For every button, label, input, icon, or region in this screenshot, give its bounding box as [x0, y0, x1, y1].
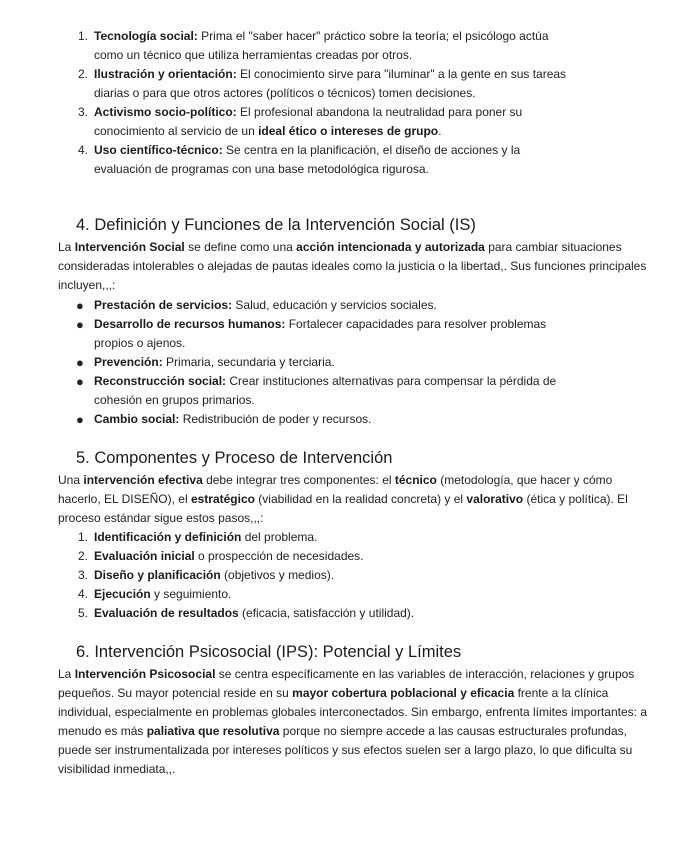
text-run: debe integrar tres componentes: el [202, 473, 395, 487]
text-run: (metodología, que hacer y cómo hacerlo, EL DISEÑO), el [58, 473, 613, 506]
list-number: 4. [77, 143, 88, 157]
section-6-heading: 6. Intervención Psicosocial (IPS): Potencial y Límites [76, 643, 462, 661]
text-run: (viabilidad en la realidad concreta) y el [254, 492, 467, 506]
text-run: para cambiar situaciones consideradas intolerables o alejadas de pautas ideales como la justicia o la libertad,. Sus funciones principales incluyen,,,: [58, 240, 647, 292]
section-6-body [0, 665, 682, 779]
list-item [0, 353, 600, 372]
list-item-text: Salud, educación y servicios sociales. [232, 298, 437, 312]
list-number: 5. [77, 606, 88, 620]
list-item-text: del problema. [241, 530, 318, 544]
functions-list [0, 296, 600, 429]
list-item-text: Redistribución de poder y recursos. [179, 412, 372, 426]
list-item-text: Fortalecer capacidades para resolver problemas propios o ajenos. [94, 317, 547, 350]
list-item [0, 410, 600, 429]
list-number: 3. [77, 105, 88, 119]
list-item-text: y seguimiento. [150, 587, 232, 601]
list-item-term: Diseño y planificación [94, 568, 221, 582]
bullet-icon: ● [76, 298, 84, 313]
text-run: (ética y política). El proceso estándar sigue estos pasos,,,: [58, 492, 628, 525]
bold-run: mayor cobertura poblacional y eficacia [292, 686, 515, 700]
list-number: 4. [77, 587, 88, 601]
list-item [0, 528, 600, 547]
text-run: frente a la clínica individual, especialmente en problemas globales interconectados. Sin embargo, enfrenta límites importantes: a menudo es más [58, 686, 647, 738]
section-4-intro [0, 238, 682, 295]
list-item-term: Prestación de servicios: [94, 298, 233, 312]
list-item-text: Crear instituciones alternativas para compensar la pérdida de cohesión en grupos primarios. [94, 374, 557, 407]
section-4-heading: 4. Definición y Funciones de la Intervención Social (IS) [76, 216, 476, 234]
list-item-term: Cambio social: [94, 412, 180, 426]
list-item [0, 103, 600, 141]
list-number: 2. [77, 67, 88, 81]
list-item-term: Uso científico-técnico: [94, 143, 223, 157]
list-item-text: El conocimiento sirve para "iluminar" a la gente en sus tareas diarias o para que otros actores (políticos o técnicos) tomen decisiones. [94, 67, 567, 100]
list-item-term: Evaluación inicial [94, 549, 195, 563]
list-item-text: Prima el "saber hacer" práctico sobre la teoría; el psicólogo actúa como un técnico que utiliza herramientas creadas por otros. [94, 29, 549, 62]
list-item [0, 141, 600, 179]
list-number: 3. [77, 568, 88, 582]
list-item-text: (eficacia, satisfacción y utilidad). [238, 606, 415, 620]
list-item-term: Desarrollo de recursos humanos: [94, 317, 286, 331]
list-number: 1. [77, 530, 88, 544]
list-item-text: El profesional abandona la neutralidad para poner su conocimiento al servicio de un [94, 105, 523, 138]
text-run: porque no siempre accede a las causas estructurales profundas, puede ser instrumentalizada por intereses políticos y sus efectos suelen ser a largo plazo, lo que dificulta su visibilidad inmediata,,. [58, 724, 633, 776]
list-item [0, 547, 600, 566]
text-run: se centra específicamente en las variables de interacción, relaciones y grupos pequeños. Su mayor potencial reside en su [58, 667, 635, 700]
list-item-term: Identificación y definición [94, 530, 242, 544]
text-run: se define como una [184, 240, 297, 254]
text-run: Una [58, 473, 84, 487]
bold-run: técnico [394, 473, 437, 487]
bold-run: intervención efectiva [83, 473, 203, 487]
bullet-icon: ● [76, 374, 84, 389]
list-number: 2. [77, 549, 88, 563]
process-steps-list [0, 528, 600, 623]
section-5-intro [0, 471, 682, 528]
list-number: 1. [77, 29, 88, 43]
list-item-text: (objetivos y medios). [220, 568, 335, 582]
bold-run: paliativa que resolutiva [146, 724, 280, 738]
bold-run: valorativo [466, 492, 524, 506]
bold-run: Intervención Social [74, 240, 185, 254]
text-run: La [58, 667, 75, 681]
list-item-term: Evaluación de resultados [94, 606, 239, 620]
list-item-term: Prevención: [94, 355, 163, 369]
list-item [0, 604, 600, 623]
bullet-icon: ● [76, 317, 84, 332]
list-item-text: o prospección de necesidades. [194, 549, 364, 563]
list-item-term: Activismo socio-político: [94, 105, 237, 119]
list-item-emphasis: ideal ético o intereses de grupo [258, 124, 439, 138]
bold-run: estratégico [190, 492, 255, 506]
list-item-term: Ilustración y orientación: [94, 67, 237, 81]
list-item-term: Reconstrucción social: [94, 374, 227, 388]
list-item [0, 585, 600, 604]
text-run: La [58, 240, 75, 254]
section-5-heading: 5. Componentes y Proceso de Intervención [76, 449, 393, 467]
list-item [0, 296, 600, 315]
bold-run: acción intencionada y autorizada [296, 240, 485, 254]
list-item-term: Ejecución [94, 587, 151, 601]
list-item [0, 27, 600, 65]
list-item-text: Se centra en la planificación, el diseño de acciones y la evaluación de programas con una base metodológica rigurosa. [94, 143, 521, 176]
list-item-term: Tecnología social: [94, 29, 198, 43]
list-item-text: . [438, 124, 442, 138]
list-item [0, 372, 600, 410]
approaches-list [0, 27, 600, 179]
list-item [0, 65, 600, 103]
list-item [0, 315, 600, 353]
bold-run: Intervención Psicosocial [74, 667, 216, 681]
list-item-text: Primaria, secundaria y terciaria. [162, 355, 335, 369]
bullet-icon: ● [76, 412, 84, 427]
bullet-icon: ● [76, 355, 84, 370]
list-item [0, 566, 600, 585]
